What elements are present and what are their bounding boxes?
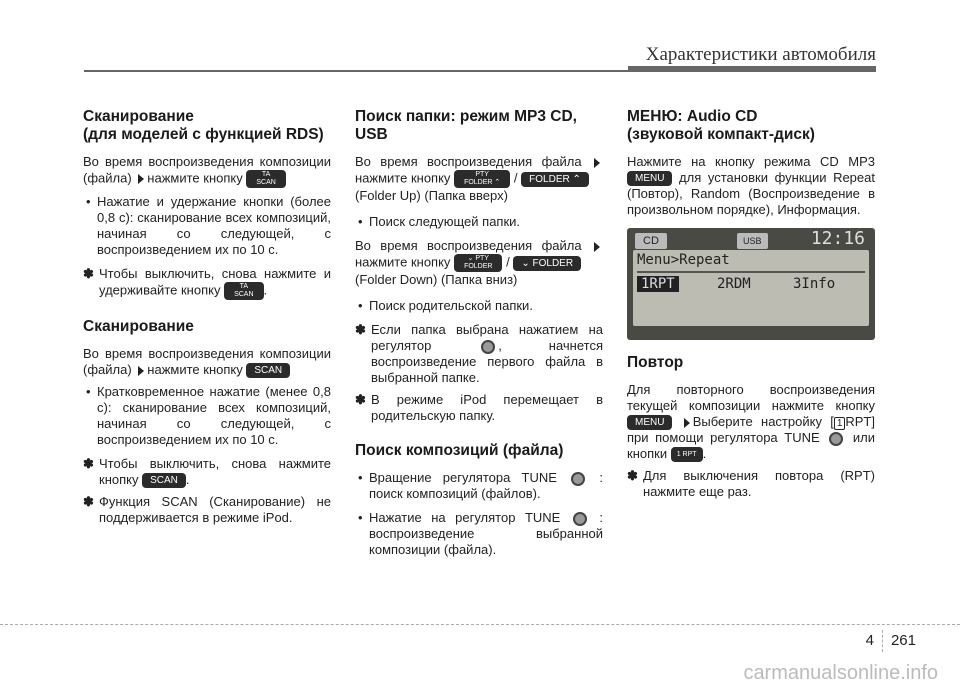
note [83,266,331,300]
heading-scan: Сканирование [83,318,194,335]
text: Чтобы выключить, снова нажмите и удерживайте кнопку [99,266,331,298]
button-label-bottom: SCAN [234,291,254,298]
note-icon: ✽ [355,392,366,407]
screen-usb-label: USB [737,233,768,249]
page-divider [882,630,884,652]
text: . [185,472,190,488]
play-arrow-icon [138,174,144,184]
paragraph [83,346,331,378]
note [355,392,603,424]
header-rule-thick [628,66,876,72]
text: , начнется воспроизведение первого файла в выбранной папке. [371,338,603,385]
paragraph [627,154,875,218]
button-label-top: TA [239,283,249,290]
text: Для повторного воспроизведения текущей композиции нажмите кнопку [627,382,875,414]
text: В режиме iPod перемещает в родительскую папку. [371,392,603,423]
text: Во время воспроизведения композиции (файла) [83,346,331,377]
heading-repeat: Повтор [627,354,684,372]
rpt-button[interactable]: 1 RPT [671,447,703,462]
column-2 [355,108,603,566]
text: Функция SCAN (Сканирование) не поддерживается в режиме iPod. [99,494,331,526]
text: . [702,446,707,462]
text: нажмите кнопку [355,170,451,186]
text: нажмите кнопку [147,362,243,377]
play-arrow-icon [594,158,600,168]
screen-option-rdm[interactable]: 2RDM [717,276,751,293]
folder-up-button[interactable]: FOLDER ⌃ [521,172,589,187]
button-label-top: PTY [475,171,489,178]
screen-option-rpt[interactable]: 1RPT [637,276,679,292]
text: Во время воспроизведения файла [355,238,582,253]
text: . [263,282,268,298]
text: Выберите настройку [ [692,414,834,430]
paragraph [355,238,603,288]
scan-button[interactable]: SCAN [142,473,186,488]
menu-button[interactable]: MENU [627,171,672,186]
paragraph [627,382,875,462]
note-icon: ✽ [355,322,366,337]
ta-scan-button[interactable] [224,282,263,300]
number-one-box: 1 [834,417,846,430]
text: нажмите кнопку [147,170,243,186]
text: Вращение регулятора TUNE [369,470,557,485]
text: Если папка выбрана нажатием на регулятор [371,322,603,353]
screen-status-bar [633,228,869,250]
play-arrow-icon [594,242,600,252]
button-label-bottom: FOLDER [464,263,493,270]
text: или кнопки [627,430,875,462]
note-icon: ✽ [83,266,94,281]
section-number: 4 [865,632,874,649]
heading-menu-audio-cd: МЕНЮ: Audio CD (звуковой компакт-диск) [627,108,815,143]
tune-knob-icon[interactable] [573,512,587,526]
bullet-item [355,510,603,558]
text: (Folder Up) (Папка вверх) [355,188,508,203]
tune-knob-icon[interactable] [829,432,843,446]
text: нажмите кнопку [355,254,451,270]
text: для установки функции Repeat (Повтор), Random (Воспроизведение в произвольном порядке), Информация. [627,170,875,218]
bullet-item: • Кратковременное нажатие (менее 0,8 с): сканирование всех композиций, начиная со следующей, с воспроизведением их по 10 с. [83,384,331,448]
screen-divider [637,271,865,273]
text: Нажатие на регулятор TUNE [369,510,561,525]
folder-down-button[interactable]: ⌄ FOLDER [513,256,581,271]
screen-menu-panel [633,250,869,326]
heading-track-search: Поиск композиций (файла) [355,442,564,459]
text: Чтобы выключить, снова нажмите кнопку [99,456,331,488]
bullet-item: • Поиск родительской папки. [355,298,603,314]
note-icon: ✽ [83,494,94,510]
watermark: carmanualsonline.info [743,662,938,684]
text: Во время воспроизведения композиции (файла) [83,154,331,186]
slash: / [513,170,518,186]
text: RPT] при помощи регулятора TUNE [627,414,875,446]
note [83,456,331,488]
header-title: Характеристики автомобиля [645,44,876,65]
note-icon: ✽ [83,456,94,472]
note [83,494,331,526]
pty-folder-down-button[interactable]: ⌄ PTY FOLDER [454,254,502,272]
column-1 [83,108,331,532]
play-arrow-icon [138,366,144,376]
tune-knob-icon[interactable] [481,340,495,354]
paragraph [355,154,603,204]
text: (Folder Down) (Папка вниз) [355,272,518,287]
column-3 [627,108,875,506]
footer-rule [0,624,960,625]
screen-menu-title: Menu>Repeat [637,252,730,269]
heading-folder-search: Поиск папки: режим MP3 CD, USB [355,108,577,143]
note [627,468,875,500]
page-number: 261 [890,632,916,649]
pty-folder-up-button[interactable]: PTY FOLDER ⌃ [454,170,510,188]
text: : воспроизведение выбранной композиции (файла). [369,510,603,557]
display-screen [627,228,875,340]
button-label-top: PTY [475,255,489,262]
bullet-item [355,470,603,502]
ta-scan-button[interactable] [246,170,285,188]
paragraph [83,154,331,188]
play-arrow-icon [684,418,690,428]
note [355,322,603,386]
text: Во время воспроизведения файла [355,154,582,169]
button-label: FOLDER [532,257,574,269]
scan-button[interactable]: SCAN [246,363,290,378]
bullet-item: • Нажатие и удержание кнопки (более 0,8 с): сканирование всех композиций, начиная со следующей, с воспроизведением их по 10 с. [83,194,331,258]
screen-option-info[interactable]: 3Info [793,276,836,293]
text: Нажмите на кнопку режима CD MP3 [627,154,875,169]
heading-scan-rds: Сканирование (для моделей с функцией RDS) [83,108,324,143]
tune-knob-icon[interactable] [571,472,585,486]
note-icon: ✽ [627,468,638,484]
button-label-bottom: FOLDER [464,179,493,186]
button-label-bottom: SCAN [256,179,276,186]
screen-cd-label: CD [635,233,667,249]
button-label: FOLDER [529,173,570,185]
slash: / [506,254,510,270]
text: Для выключения повтора (RPT) нажмите еще раз. [643,468,875,500]
menu-button[interactable]: MENU [627,415,672,430]
button-label-top: TA [261,171,271,178]
text: : поиск композиций (файлов). [369,470,603,501]
screen-time: 12:16 [810,228,865,250]
bullet-item: • Поиск следующей папки. [355,214,603,230]
